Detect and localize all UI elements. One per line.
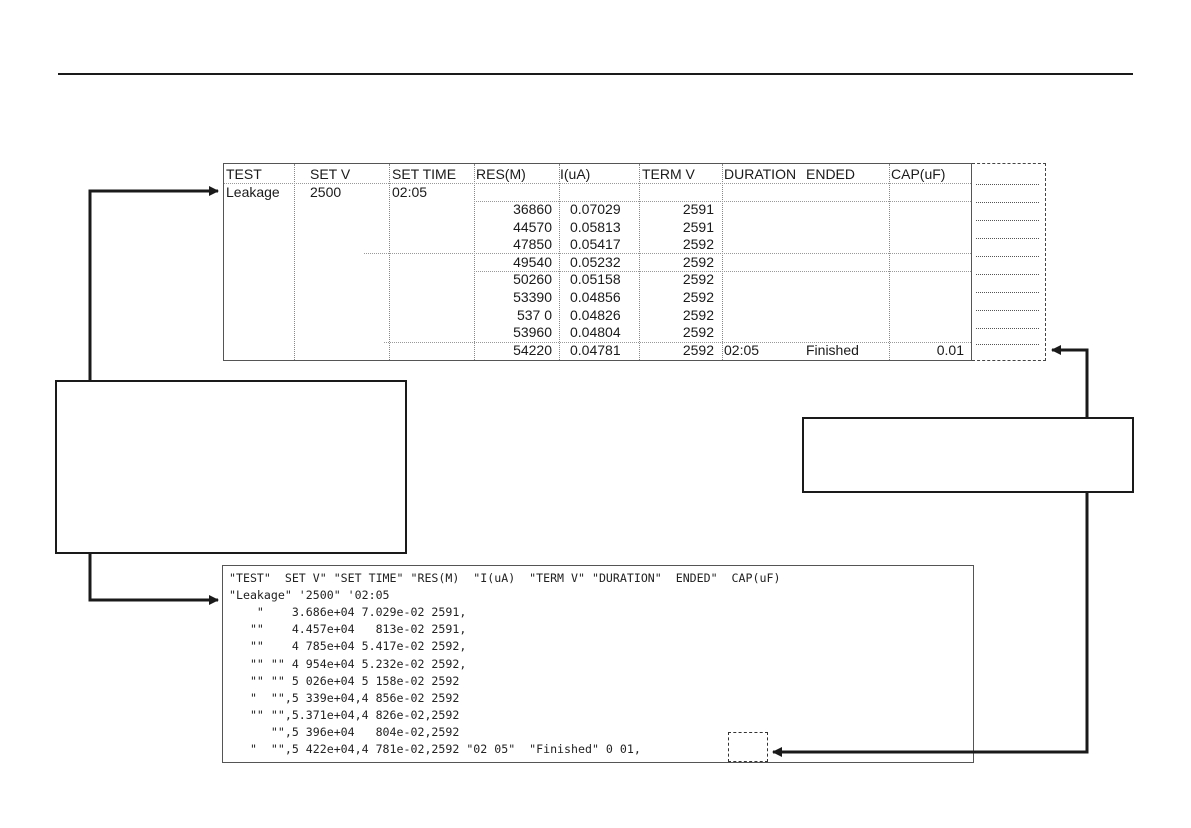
text-file-line: "" "" 5 026e+04 5 158e-02 2592 [229, 673, 460, 688]
col-header-i: I(uA) [560, 166, 591, 182]
cell-res: 49540 [513, 253, 552, 270]
cell-current: 0.05158 [570, 271, 621, 288]
text-file-line: "" 4.457e+04 813e-02 2591, [229, 622, 467, 637]
cell-current: 0.04781 [570, 341, 621, 358]
cell-current: 0.05232 [570, 253, 621, 270]
cell-cap: 0.01 [936, 341, 964, 358]
text-file-line: "" "",5.371e+04,4 826e-02,2592 [229, 707, 460, 722]
cell-term-v: 2592 [682, 289, 714, 305]
cell-current: 0.04856 [570, 289, 621, 305]
arrow-to-textfile [90, 554, 218, 600]
col-header-ended: ENDED [806, 166, 856, 182]
cell-test: Leakage [226, 184, 280, 200]
col-header-term-v: TERM V [642, 166, 695, 182]
cell-ended: Finished [806, 341, 859, 358]
text-file-line: "" "" 4 954e+04 5.232e-02 2592, [229, 656, 467, 671]
cell-res: 44570 [513, 218, 552, 235]
cell-term-v: 2592 [682, 341, 714, 358]
col-header-test: TEST [226, 166, 262, 182]
col-header-cap: CAP(uF) [891, 166, 946, 182]
cell-term-v: 2592 [682, 324, 714, 341]
col-header-duration: DURATION [724, 166, 797, 182]
col-header-set-v: SET V [310, 166, 351, 182]
text-file-line: " 3.686e+04 7.029e-02 2591, [229, 605, 467, 620]
text-file-line: "" 4 785e+04 5.417e-02 2592, [229, 639, 467, 654]
text-file-line: "Leakage" '2500" '02:05 [229, 588, 390, 603]
text-file-line: "TEST" SET V" "SET TIME" "RES(M) "I(uA) "TERM V" "DURATION" ENDED" CAP(uF) [229, 571, 781, 585]
col-header-set-time: SET TIME [392, 166, 457, 182]
cell-term-v: 2592 [682, 271, 714, 288]
cell-set-v: 2500 [310, 184, 342, 200]
cell-term-v: 2591 [682, 218, 714, 235]
cell-res: 50260 [513, 271, 552, 288]
cell-res: 36860 [513, 201, 552, 217]
cell-res: 47850 [513, 236, 552, 253]
cell-res: 537 0 [516, 306, 552, 323]
arrow-to-extra-columns [1052, 350, 1087, 417]
arrow-to-spreadsheet [90, 191, 218, 380]
cell-current: 0.05417 [570, 236, 621, 253]
arrow-to-trailing-field [773, 493, 1087, 752]
cell-res: 54220 [513, 341, 552, 358]
cell-current: 0.04826 [570, 306, 621, 323]
col-header-res: RES(M) [476, 166, 526, 182]
cell-set-time: 02:05 [392, 184, 428, 200]
cell-term-v: 2592 [682, 236, 714, 253]
cell-duration: 02:05 [724, 341, 760, 358]
text-file-line: " "",5 339e+04,4 856e-02 2592 [229, 690, 460, 705]
cell-term-v: 2591 [682, 201, 714, 217]
cell-current: 0.05813 [570, 218, 621, 235]
cell-term-v: 2592 [682, 253, 714, 270]
text-file-line: "",5 396e+04 804e-02,2592 [229, 724, 460, 739]
cell-res: 53960 [513, 324, 552, 341]
text-file-line: " "",5 422e+04,4 781e-02,2592 "02 05" "Finished" 0 01, [229, 742, 641, 756]
cell-current: 0.04804 [570, 324, 621, 341]
cell-term-v: 2592 [682, 306, 714, 323]
cell-current: 0.07029 [570, 201, 621, 217]
cell-res: 53390 [513, 289, 552, 305]
